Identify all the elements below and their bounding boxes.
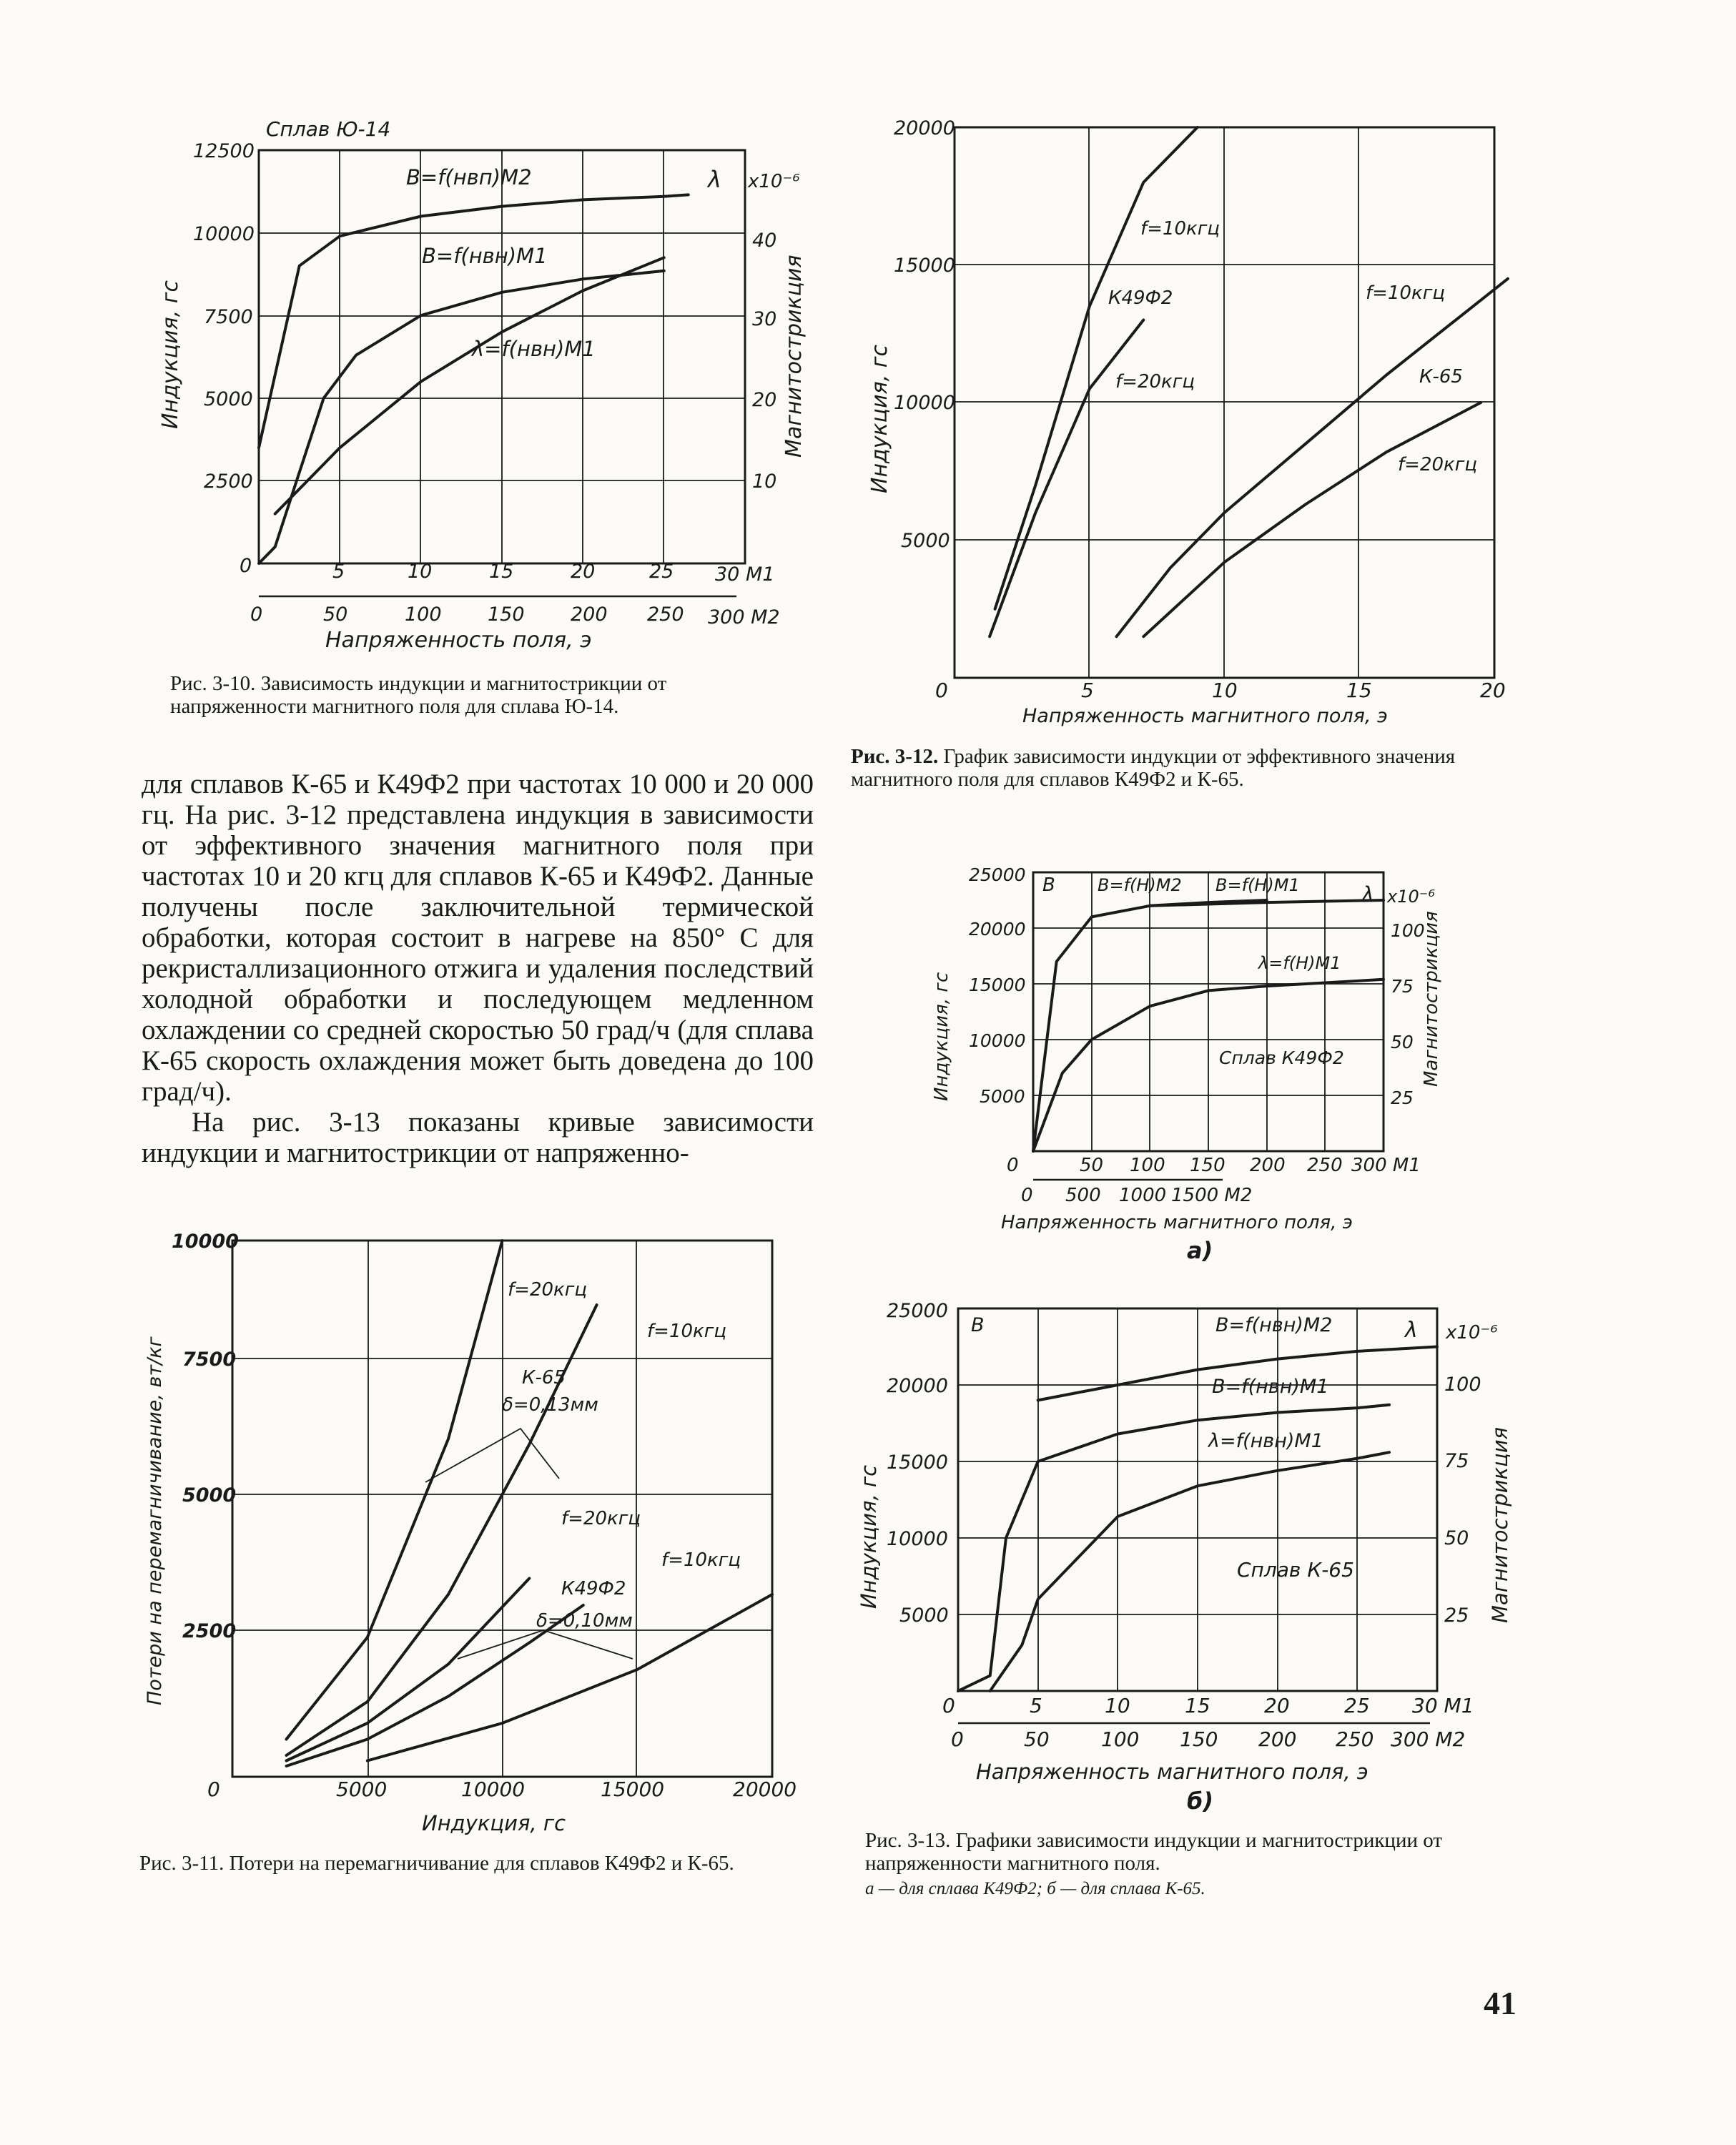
fig313b-yname: B	[971, 1314, 985, 1336]
fig310-x-tick-m1: 30 М1	[715, 563, 775, 586]
fig310-title: Сплав Ю-14	[266, 117, 391, 141]
fig310-x-tick-m1: 15	[489, 561, 514, 583]
fig313-caption-text: Графики зависимости индукции и магнитострикции от напряженности магнитного поля.	[865, 1829, 1443, 1875]
fig311-x-tick: 10000	[461, 1777, 526, 1801]
fig311-caption-label: Рис. 3-11.	[139, 1852, 225, 1875]
fig313b-x-tick-m1: 15	[1185, 1694, 1210, 1717]
fig311-annotation: δ=0,13мм	[502, 1394, 598, 1416]
fig313a-y2-tick: 100	[1391, 920, 1425, 941]
fig313a-x-tick-m1: 150	[1190, 1155, 1225, 1176]
fig313b-y2-ticks	[1444, 1374, 1481, 1627]
fig311-annotation: f=20кгц	[508, 1279, 588, 1301]
fig312-annotation: f=20кгц	[1115, 371, 1195, 393]
fig313b-x-tick-m2: 0	[951, 1727, 964, 1751]
fig313b-x-tick-m1: 30 М1	[1412, 1694, 1474, 1717]
fig313a-x-tick-m1: 200	[1250, 1155, 1286, 1176]
fig313b-legend: Сплав К-65	[1237, 1558, 1354, 1582]
fig310-y2-tick: 20	[752, 389, 777, 411]
fig312-annotation: f=20кгц	[1398, 454, 1478, 475]
fig310-y2-symbol: λ	[708, 166, 721, 193]
fig312-x-tick: 10	[1212, 679, 1238, 702]
paragraph: для сплавов К-65 и К49Ф2 при частотах 10 000 и 20 000 гц. На рис. 3-12 представлена индукция в зависимости от эффективного значения магнитного поля при частотах 10 и 20 кгц для сплавов К-65 и К49Ф2. Данные получены после заключительной термической обработки, которая состоит в нагреве на 850° С для рекристаллизационного отжига и удаления последствий холодной обработки и последующем медленном охлаждении со средней скоростью 50 град/ч (для сплава К-65 скорость охлаждения может быть доведена до 100 град/ч).	[142, 769, 814, 1107]
fig310-x-ticks-m1	[240, 555, 774, 586]
fig313b-x-tick-m2: 300 М2	[1391, 1727, 1466, 1751]
fig313b-x-tick-m1: 10	[1105, 1694, 1130, 1717]
fig313a-y2-tick: 25	[1391, 1088, 1414, 1108]
body-text	[142, 769, 814, 1168]
fig313-caption-sub: а — для сплава К49Ф2; б — для сплава К-65.	[865, 1879, 1205, 1898]
fig311-y-tick: 10000	[172, 1231, 239, 1253]
fig313a-x-tick-m1: 250	[1307, 1155, 1343, 1176]
fig312-annotation: К-65	[1419, 366, 1463, 388]
fig313a-x-ticks-m2	[1021, 1185, 1252, 1206]
fig310-y-tick: 2500	[204, 470, 253, 493]
fig313b-y-tick: 20000	[887, 1375, 948, 1397]
fig312-caption-label: Рис. 3-12.	[851, 745, 939, 768]
fig313a-x-tick-m2: 1500 М2	[1171, 1185, 1253, 1206]
fig310-y-tick: 12500	[193, 140, 255, 162]
fig310-x-tick-m1: 20	[571, 561, 596, 583]
fig313a-y2-tick: 50	[1391, 1032, 1414, 1052]
fig311-y-ticks	[172, 1231, 239, 1642]
fig311-x-tick: 20000	[733, 1777, 797, 1801]
fig313b-y-tick: 5000	[899, 1604, 949, 1627]
fig310-x-tick-m2: 150	[488, 603, 525, 626]
fig311-annotation: К-65	[522, 1367, 566, 1389]
fig313b-y-tick: 10000	[887, 1528, 948, 1550]
fig311-annotation: К49Ф2	[561, 1578, 626, 1599]
fig312-y-tick: 20000	[894, 117, 955, 139]
fig313b-x-tick-m2: 100	[1101, 1727, 1140, 1751]
fig310-y2-unit: x10⁻⁶	[748, 171, 800, 192]
fig310-ylabel: Индукция, гс	[158, 280, 183, 429]
fig313a-series-label-m2: B=f(H)М2	[1098, 875, 1182, 895]
fig310-caption-text: Зависимость индукции и магнитострикции от напряженности магнитного поля для сплава Ю-14.	[170, 672, 667, 718]
fig312-x-tick: 15	[1346, 679, 1372, 702]
fig310-x-tick-m2: 250	[647, 603, 684, 626]
fig312-x-tick: 5	[1081, 679, 1094, 702]
fig312-annotation: f=10кгц	[1366, 282, 1446, 304]
fig313a-series-label-lambda: λ=f(H)М1	[1258, 953, 1341, 973]
fig313a-x-ticks-m1	[1007, 1155, 1421, 1176]
fig312-xlabel: Напряженность магнитного поля, э	[1022, 705, 1388, 727]
fig313b-x-tick-m2: 150	[1180, 1727, 1218, 1751]
fig313b-x-ticks-m2	[951, 1727, 1465, 1751]
fig313a-x-tick-m2: 500	[1065, 1185, 1101, 1206]
fig312-annotation: К49Ф2	[1108, 287, 1173, 309]
fig312-x-ticks	[935, 679, 1506, 702]
paragraph: На рис. 3-13 показаны кривые зависимости индукции и магнитострикции от напряженно-	[142, 1107, 814, 1168]
fig313-caption-label: Рис. 3-13.	[865, 1829, 951, 1852]
fig310-y2-tick: 40	[752, 230, 777, 252]
fig313b-y-ticks	[887, 1300, 949, 1627]
fig313a-x-tick-m1: 0	[1007, 1155, 1019, 1176]
fig313b-x-tick-m2: 250	[1336, 1727, 1374, 1751]
fig313a-x-tick-m1: 300 М1	[1351, 1155, 1421, 1176]
fig313b-y2-tick: 50	[1444, 1527, 1469, 1549]
fig312-ylabel: Индукция, гс	[867, 345, 892, 493]
fig313b-y-tick: 25000	[887, 1300, 948, 1322]
fig311-x-tick: 15000	[601, 1777, 665, 1801]
fig310-y-ticks	[193, 140, 255, 493]
fig313a-xlabel: Напряженность магнитного поля, э	[1001, 1212, 1353, 1233]
fig313b-y2-unit: x10⁻⁶	[1446, 1322, 1498, 1343]
fig313a-ylabel: Индукция, гс	[931, 972, 952, 1101]
fig313a-y-tick: 15000	[969, 975, 1026, 995]
fig313b-y2label: Магнитострикция	[1488, 1426, 1512, 1623]
fig311-annotation: f=10кгц	[647, 1321, 727, 1342]
fig310-x-tick-m1: 25	[649, 561, 674, 583]
fig310-series-line	[259, 271, 664, 563]
fig313b-x-tick-m2: 200	[1258, 1727, 1297, 1751]
fig310-x-tick-m2: 50	[323, 603, 348, 626]
fig310-x-tick-m1: 10	[408, 561, 433, 583]
fig313a-x-tick-m2: 0	[1021, 1185, 1033, 1206]
fig310-y-tick: 10000	[193, 223, 255, 245]
fig311-annotation: f=10кгц	[661, 1549, 741, 1571]
fig311-x-tick: 5000	[336, 1777, 388, 1801]
fig310-caption	[170, 672, 799, 718]
fig313b-y2-symbol: λ	[1405, 1318, 1418, 1343]
fig310-x-ticks-m2	[250, 603, 780, 628]
fig313b-sublabel: б)	[1187, 1788, 1213, 1815]
fig312-y-tick: 10000	[894, 392, 955, 414]
fig311-x-tick: 0	[207, 1777, 220, 1801]
fig313a-y-ticks	[969, 864, 1026, 1107]
fig313a-y-tick: 5000	[980, 1086, 1025, 1107]
fig313b-x-tick-m1: 5	[1030, 1694, 1042, 1717]
fig311-annotation: f=20кгц	[561, 1508, 641, 1529]
fig313b-x-tick-m2: 50	[1024, 1727, 1050, 1751]
fig312-annotation: f=10кгц	[1140, 218, 1220, 240]
fig313a-y2label: Магнитострикция	[1421, 911, 1442, 1087]
fig313a-legend: Сплав К49Ф2	[1219, 1047, 1344, 1068]
fig313a-x-tick-m1: 50	[1080, 1155, 1104, 1176]
fig312-series-line	[990, 320, 1143, 637]
fig313b-series-line	[958, 1405, 1389, 1691]
fig311-y-tick: 7500	[182, 1348, 237, 1371]
fig313a-x-tick-m2: 1000	[1119, 1185, 1167, 1206]
fig310-y-tick: 7500	[204, 306, 253, 328]
fig313b-y-tick: 15000	[887, 1451, 948, 1474]
fig311-ylabel: Потери на перемагничивание, вт/кг	[144, 1336, 166, 1705]
fig313a-y-tick: 25000	[969, 864, 1026, 885]
fig313b-series-label-lambda: λ=f(нвн)М1	[1208, 1430, 1323, 1452]
fig310-x-tick-m2: 300 М2	[708, 606, 780, 628]
fig311-x-ticks	[207, 1777, 797, 1801]
fig310-series-label-b-m2: B=f(нвп)М2	[406, 165, 532, 189]
fig310-xlabel: Напряженность поля, э	[325, 628, 592, 653]
fig311-y-tick: 2500	[182, 1620, 237, 1642]
fig311-annotations	[502, 1279, 741, 1632]
fig312-x-tick: 0	[935, 679, 948, 702]
fig311-annotation: δ=0,10мм	[536, 1610, 633, 1632]
fig313a-y-tick: 20000	[969, 919, 1026, 940]
fig310-y2label: Магнитострикция	[781, 255, 807, 458]
fig313a-y2-symbol: λ	[1362, 882, 1374, 906]
fig313a-y2-ticks	[1391, 920, 1425, 1108]
fig313b-x-ticks-m1	[942, 1694, 1474, 1717]
fig313b-y2-tick: 100	[1444, 1374, 1481, 1396]
fig313b-x-tick-m1: 20	[1264, 1694, 1290, 1717]
fig313a-series-label-m1: B=f(H)М1	[1215, 875, 1300, 895]
fig313b-x-tick-m1: 0	[942, 1694, 955, 1717]
fig313b-ylabel: Индукция, гс	[857, 1464, 881, 1609]
fig310-series-label-b-m1: B=f(нвн)М1	[422, 244, 548, 268]
fig312-caption-text: График зависимости индукции от эффективного значения магнитного поля для сплавов К49Ф2 и К-65.	[851, 745, 1456, 791]
fig310-x-tick-m1: 5	[332, 561, 345, 583]
fig312-x-tick: 20	[1480, 679, 1506, 702]
fig310-y2-tick: 10	[752, 470, 777, 493]
fig313-caption	[865, 1829, 1509, 1900]
fig313b-y2-tick: 75	[1444, 1450, 1469, 1472]
fig312-y-tick: 15000	[894, 255, 955, 277]
fig310-series-label-lambda: λ=f(нвн)М1	[472, 337, 596, 361]
fig313b-y2-tick: 25	[1444, 1604, 1469, 1627]
fig310-x-tick-m2: 100	[405, 603, 442, 626]
fig312-caption	[851, 745, 1523, 791]
fig310-x-tick-m2: 200	[571, 603, 608, 626]
fig313a-y2-tick: 75	[1391, 976, 1414, 997]
fig311-y-tick: 5000	[182, 1484, 237, 1507]
fig311-caption-text: Потери на перемагничивание для сплавов К49Ф2 и К-65.	[229, 1852, 734, 1875]
fig310-caption-label: Рис. 3-10.	[170, 672, 256, 695]
fig310-y-tick: 5000	[204, 388, 253, 410]
fig310-x-origin: 0	[240, 555, 252, 577]
fig313b-x-tick-m1: 25	[1344, 1694, 1370, 1717]
fig313b-series-label-m2: B=f(нвн)М2	[1215, 1314, 1333, 1336]
fig310-x-tick-m2: 0	[250, 603, 263, 626]
fig310-y2-tick: 30	[752, 308, 777, 330]
fig312-y-ticks	[894, 117, 955, 552]
fig311-series-line	[287, 1579, 530, 1761]
fig313a-y-tick: 10000	[969, 1030, 1026, 1051]
fig313a-y2-unit: x10⁻⁶	[1387, 887, 1436, 907]
fig313a-yname: B	[1042, 874, 1055, 896]
page-number: 41	[1484, 1985, 1516, 2021]
fig313b-xlabel: Напряженность магнитного поля, э	[976, 1760, 1368, 1784]
fig311-xlabel: Индукция, гс	[422, 1811, 566, 1835]
fig313b-series-label-m1: B=f(нвн)М1	[1212, 1376, 1329, 1398]
fig313a-sublabel: а)	[1187, 1237, 1213, 1264]
fig312-y-tick: 5000	[901, 530, 950, 552]
fig311-caption	[139, 1852, 804, 1875]
fig313a-x-tick-m1: 100	[1130, 1155, 1165, 1176]
fig310-y2-ticks	[752, 230, 776, 493]
